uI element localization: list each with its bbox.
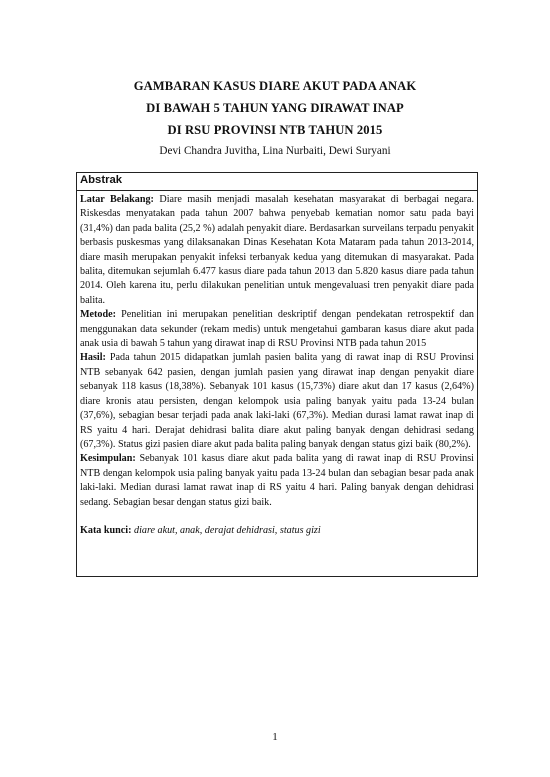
- conclusion-text: Sebanyak 101 kasus diare akut pada balita yang di rawat inap di RSU Provinsi NTB dengan kelompok usia paling banyak yaitu pada 13-24 bulan dan sebagian besar pada anak laki-laki. Median durasi lamat rawat inap di RS yaitu 4 hari. Paling banyak dengan dehidrasi sedang. Sebagian besar dengan status gizi baik.: [80, 453, 474, 508]
- abstract-results: [80, 351, 474, 452]
- title-line-2: DI BAWAH 5 TAHUN YANG DIRAWAT INAP: [146, 101, 404, 115]
- title-line-1: GAMBARAN KASUS DIARE AKUT PADA ANAK: [133, 79, 417, 93]
- abstract-background: [80, 193, 474, 308]
- keywords-text: diare akut, anak, derajat dehidrasi, status gizi: [131, 524, 321, 536]
- method-text: Penelitian ini merupakan penelitian deskriptif dengan pendekatan retrospektif dan menggunakan data sekunder (rekam medis) untuk mengetahui gambaran kasus diare akut pada anak usia di bawah 5 tahun yang dirawat inap di RSU Provinsi NTB pada tahun 2015: [80, 309, 474, 350]
- abstract-divider: [77, 190, 477, 191]
- title-line-3: DI RSU PROVINSI NTB TAHUN 2015: [167, 123, 383, 137]
- author-list: Devi Chandra Juvitha, Lina Nurbaiti, Dewi Suryani: [159, 145, 391, 157]
- abstract-box: [76, 172, 478, 577]
- abstract-conclusion: [80, 452, 474, 510]
- method-label: Metode:: [80, 309, 116, 321]
- abstract-heading: Abstrak: [80, 174, 123, 186]
- keywords-label: Kata kunci:: [80, 524, 132, 536]
- results-text: Pada tahun 2015 didapatkan jumlah pasien balita yang di rawat inap di RSU Provinsi NTB sebanyak 642 pasien, dengan jumlah pasien yang dirawat inap dengan penyakit diare sebanyak 118 kasus (18,38%). Sebanyak 101 kasus (15,73%) diare akut dan 17 kasus (2,64%) diare kronis atau persisten, dengan kelompok usia paling banyak yaitu pada 13-24 bulan (37,6%), sebagian besar terjadi pada anak laki-laki (67,3%). Median durasi lamat rawat inap di RS yaitu 4 hari. Derajat dehidrasi balita diare akut paling banyak dengan dehidrasi sedang (67,3%). Status gizi pasien diare akut pada balita paling banyak dengan status gizi baik (80,2%).: [80, 352, 474, 450]
- conclusion-label: Kesimpulan:: [80, 453, 136, 465]
- results-label: Hasil:: [80, 352, 106, 364]
- abstract-body: [80, 193, 474, 538]
- abstract-method: [80, 308, 474, 351]
- page-number: 1: [272, 731, 278, 743]
- abstract-keywords: [80, 524, 474, 538]
- background-label: Latar Belakang:: [80, 194, 154, 205]
- background-text: Diare masih menjadi masalah kesehatan masyarakat di berbagai negara. Riskesdas menyatakan pada tahun 2007 bahwa penyebab kematian nomor satu pada bayi (31,4%) dan pada balita (25,2 %) adalah penyakit diare. Berdasarkan surveilans terpadu penyakit berbasis puskesmas yang dilaksanakan Dinas Kesehatan Kota Mataram pada tahun 2013-2014, diare masih merupakan penyakit infeksi terbanyak kedua yang ditemukan di masyarakat. Pada balita, ditemukan sejumlah 6.477 kasus diare pada tahun 2013 dan 5.820 kasus diare pada tahun 2014. Oleh karena itu, perlu dilakukan penelitian untuk mengevaluasi tren penyakit diare pada balita.: [80, 194, 474, 306]
